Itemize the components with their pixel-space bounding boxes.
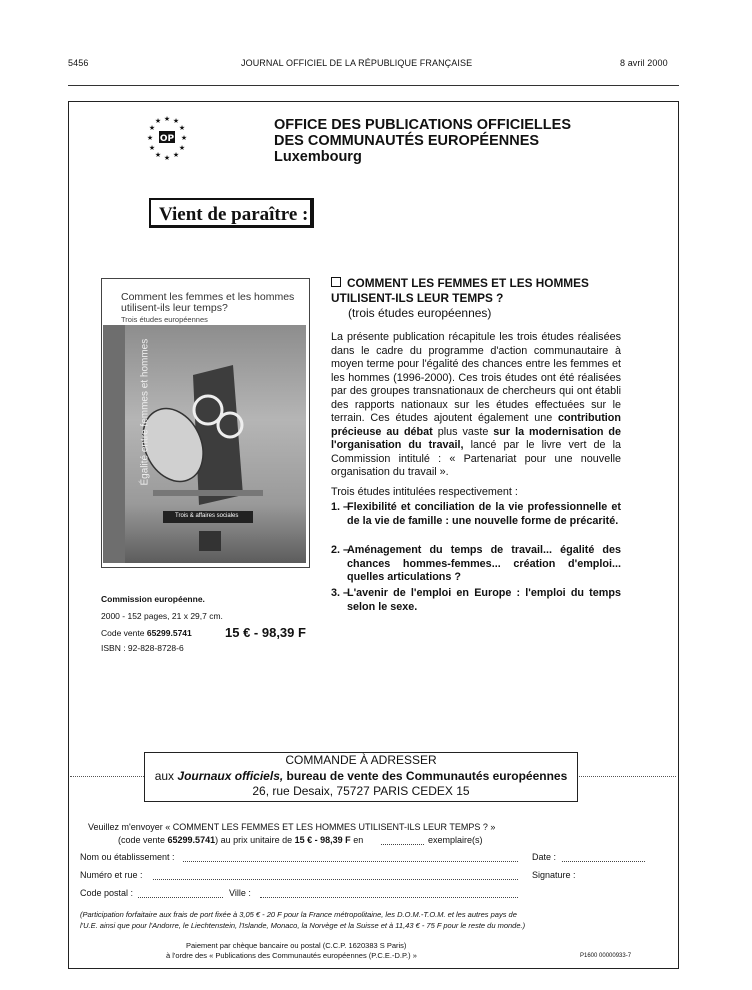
book-price: 15 € - 98,39 F: [225, 625, 306, 640]
svg-text:★: ★: [163, 154, 171, 162]
study-item-2: 2. – Aménagement du temps de travail... égalité des chances hommes-femmes... création d'emploi... quelles articulations ?: [331, 544, 621, 583]
order-dotted-left: [70, 776, 144, 777]
order-address-box: [144, 752, 578, 802]
order-request-line: Veuillez m'envoyer « COMMENT LES FEMMES ET LES HOMMES UTILISENT-ILS LEUR TEMPS ? »: [88, 822, 496, 832]
postal-field[interactable]: [138, 888, 223, 898]
payment-line-1: Paiement par chèque bancaire ou postal (C.C.P. 1620383 S Paris): [186, 941, 407, 950]
order-price-line: (code vente 65299.5741) au prix unitaire de 15 € - 98,39 F en: [118, 835, 364, 845]
office-line-2: DES COMMUNAUTÉS EUROPÉENNES: [274, 133, 540, 149]
quantity-field[interactable]: [381, 835, 424, 845]
svg-text:★: ★: [178, 144, 186, 152]
city-field[interactable]: [260, 888, 518, 898]
studies-intro: Trois études intitulées respectivement :: [331, 486, 518, 498]
header-rule: [68, 85, 679, 86]
svg-text:★: ★: [148, 144, 156, 152]
study-item-3: 3. – L'avenir de l'emploi en Europe : l'emploi du temps selon le sexe.: [331, 587, 621, 613]
name-field[interactable]: [183, 852, 518, 862]
cover-spine-text: Égalité entre femmes et hommes: [139, 338, 151, 486]
street-label: Numéro et rue :: [80, 870, 143, 880]
signature-label: Signature :: [532, 870, 576, 880]
svg-text:★: ★: [180, 134, 188, 142]
shipping-note-1: (Participation forfaitaire aux frais de port fixée à 3,05 € - 20 F pour la France métropolitaine, les D.O.M.-T.O.M. et les autres pays de: [80, 910, 517, 919]
checkbox-icon: [331, 277, 341, 287]
book-pages: 2000 - 152 pages, 21 x 29,7 cm.: [101, 611, 223, 621]
date-field[interactable]: [562, 852, 645, 862]
order-recipient: aux Journaux officiels, bureau de vente des Communautés européennes: [154, 768, 568, 783]
street-field[interactable]: [153, 870, 518, 880]
city-label: Ville :: [229, 888, 251, 898]
journal-title: JOURNAL OFFICIEL DE LA RÉPUBLIQUE FRANÇAISE: [241, 58, 473, 68]
reference-code: P1600 00000933-7: [580, 953, 632, 959]
date-label: Date :: [532, 852, 557, 862]
svg-text:★: ★: [154, 117, 162, 125]
order-dotted-right: [577, 776, 676, 777]
cover-subtitle: Trois études européennes: [121, 315, 208, 324]
office-line-3: Luxembourg: [274, 149, 362, 165]
order-title: COMMANDE À ADRESSER: [285, 753, 437, 767]
copies-label: exemplaire(s): [428, 835, 483, 845]
name-label: Nom ou établissement :: [80, 852, 175, 862]
svg-text:★: ★: [163, 115, 171, 123]
svg-text:★: ★: [178, 124, 186, 132]
study-item-1: 1. – Flexibilité et conciliation de la vie professionnelle et de la vie de famille : une nouvelle forme de précarité.: [331, 501, 621, 527]
vient-de-paraitre-banner: Vient de paraître :: [149, 198, 314, 228]
publication-subtitle: (trois études européennes): [348, 306, 492, 320]
cover-illustration: [103, 325, 306, 563]
isbn: ISBN : 92-828-8728-6: [101, 643, 184, 653]
publication-title: COMMENT LES FEMMES ET LES HOMMES UTILISENT-ILS LEUR TEMPS ?: [331, 276, 589, 305]
svg-text:★: ★: [154, 151, 162, 159]
publication-description: La présente publication récapitule les trois études réalisées dans le cadre du programme d'action communautaire à moyen terme pour l'égalité des chances entre les femmes et les hommes (1996-2000). Ces trois études ont été réalisées par des groupes transnationaux de chercheurs qui ont établi des rapports nationaux sur les études effectuées sur le terrain. Ces études ajoutent également une contribution précieuse au débat plus vaste sur la modernisation de l'organisation du travail, lancé par le livre vert de la Commission intitulé : « Partenariat pour une nouvelle organisation du travail ».: [331, 331, 622, 478]
svg-text:★: ★: [146, 134, 154, 142]
office-title: [274, 117, 571, 165]
svg-text:★: ★: [148, 124, 156, 132]
sale-code: Code vente 65299.5741: [101, 628, 192, 638]
logo-text: OP: [159, 134, 175, 144]
page-number: 5456: [68, 58, 89, 68]
cover-band: Trois & affaires sociales: [175, 513, 239, 519]
order-address: 26, rue Desaix, 75727 PARIS CEDEX 15: [252, 784, 470, 798]
postal-label: Code postal :: [80, 888, 134, 898]
svg-text:★: ★: [172, 151, 180, 159]
svg-text:★: ★: [172, 117, 180, 125]
eu-stars-logo-icon: [142, 113, 192, 163]
publisher: Commission européenne.: [101, 594, 205, 604]
payment-line-2: à l'ordre des « Publications des Communautés européennes (P.C.E.-D.P.) »: [166, 951, 417, 960]
issue-date: 8 avril 2000: [620, 58, 668, 68]
shipping-note-2: l'U.E. ainsi que pour l'Andorre, le Liechtenstein, l'Islande, Monaco, la Norvège et la Suisse et à 11,43 € - 75 F pour le reste du monde.): [80, 921, 526, 930]
office-line-1: OFFICE DES PUBLICATIONS OFFICIELLES: [274, 117, 571, 133]
cover-title: Comment les femmes et les hommes utilisent-ils leur temps?: [121, 291, 295, 314]
